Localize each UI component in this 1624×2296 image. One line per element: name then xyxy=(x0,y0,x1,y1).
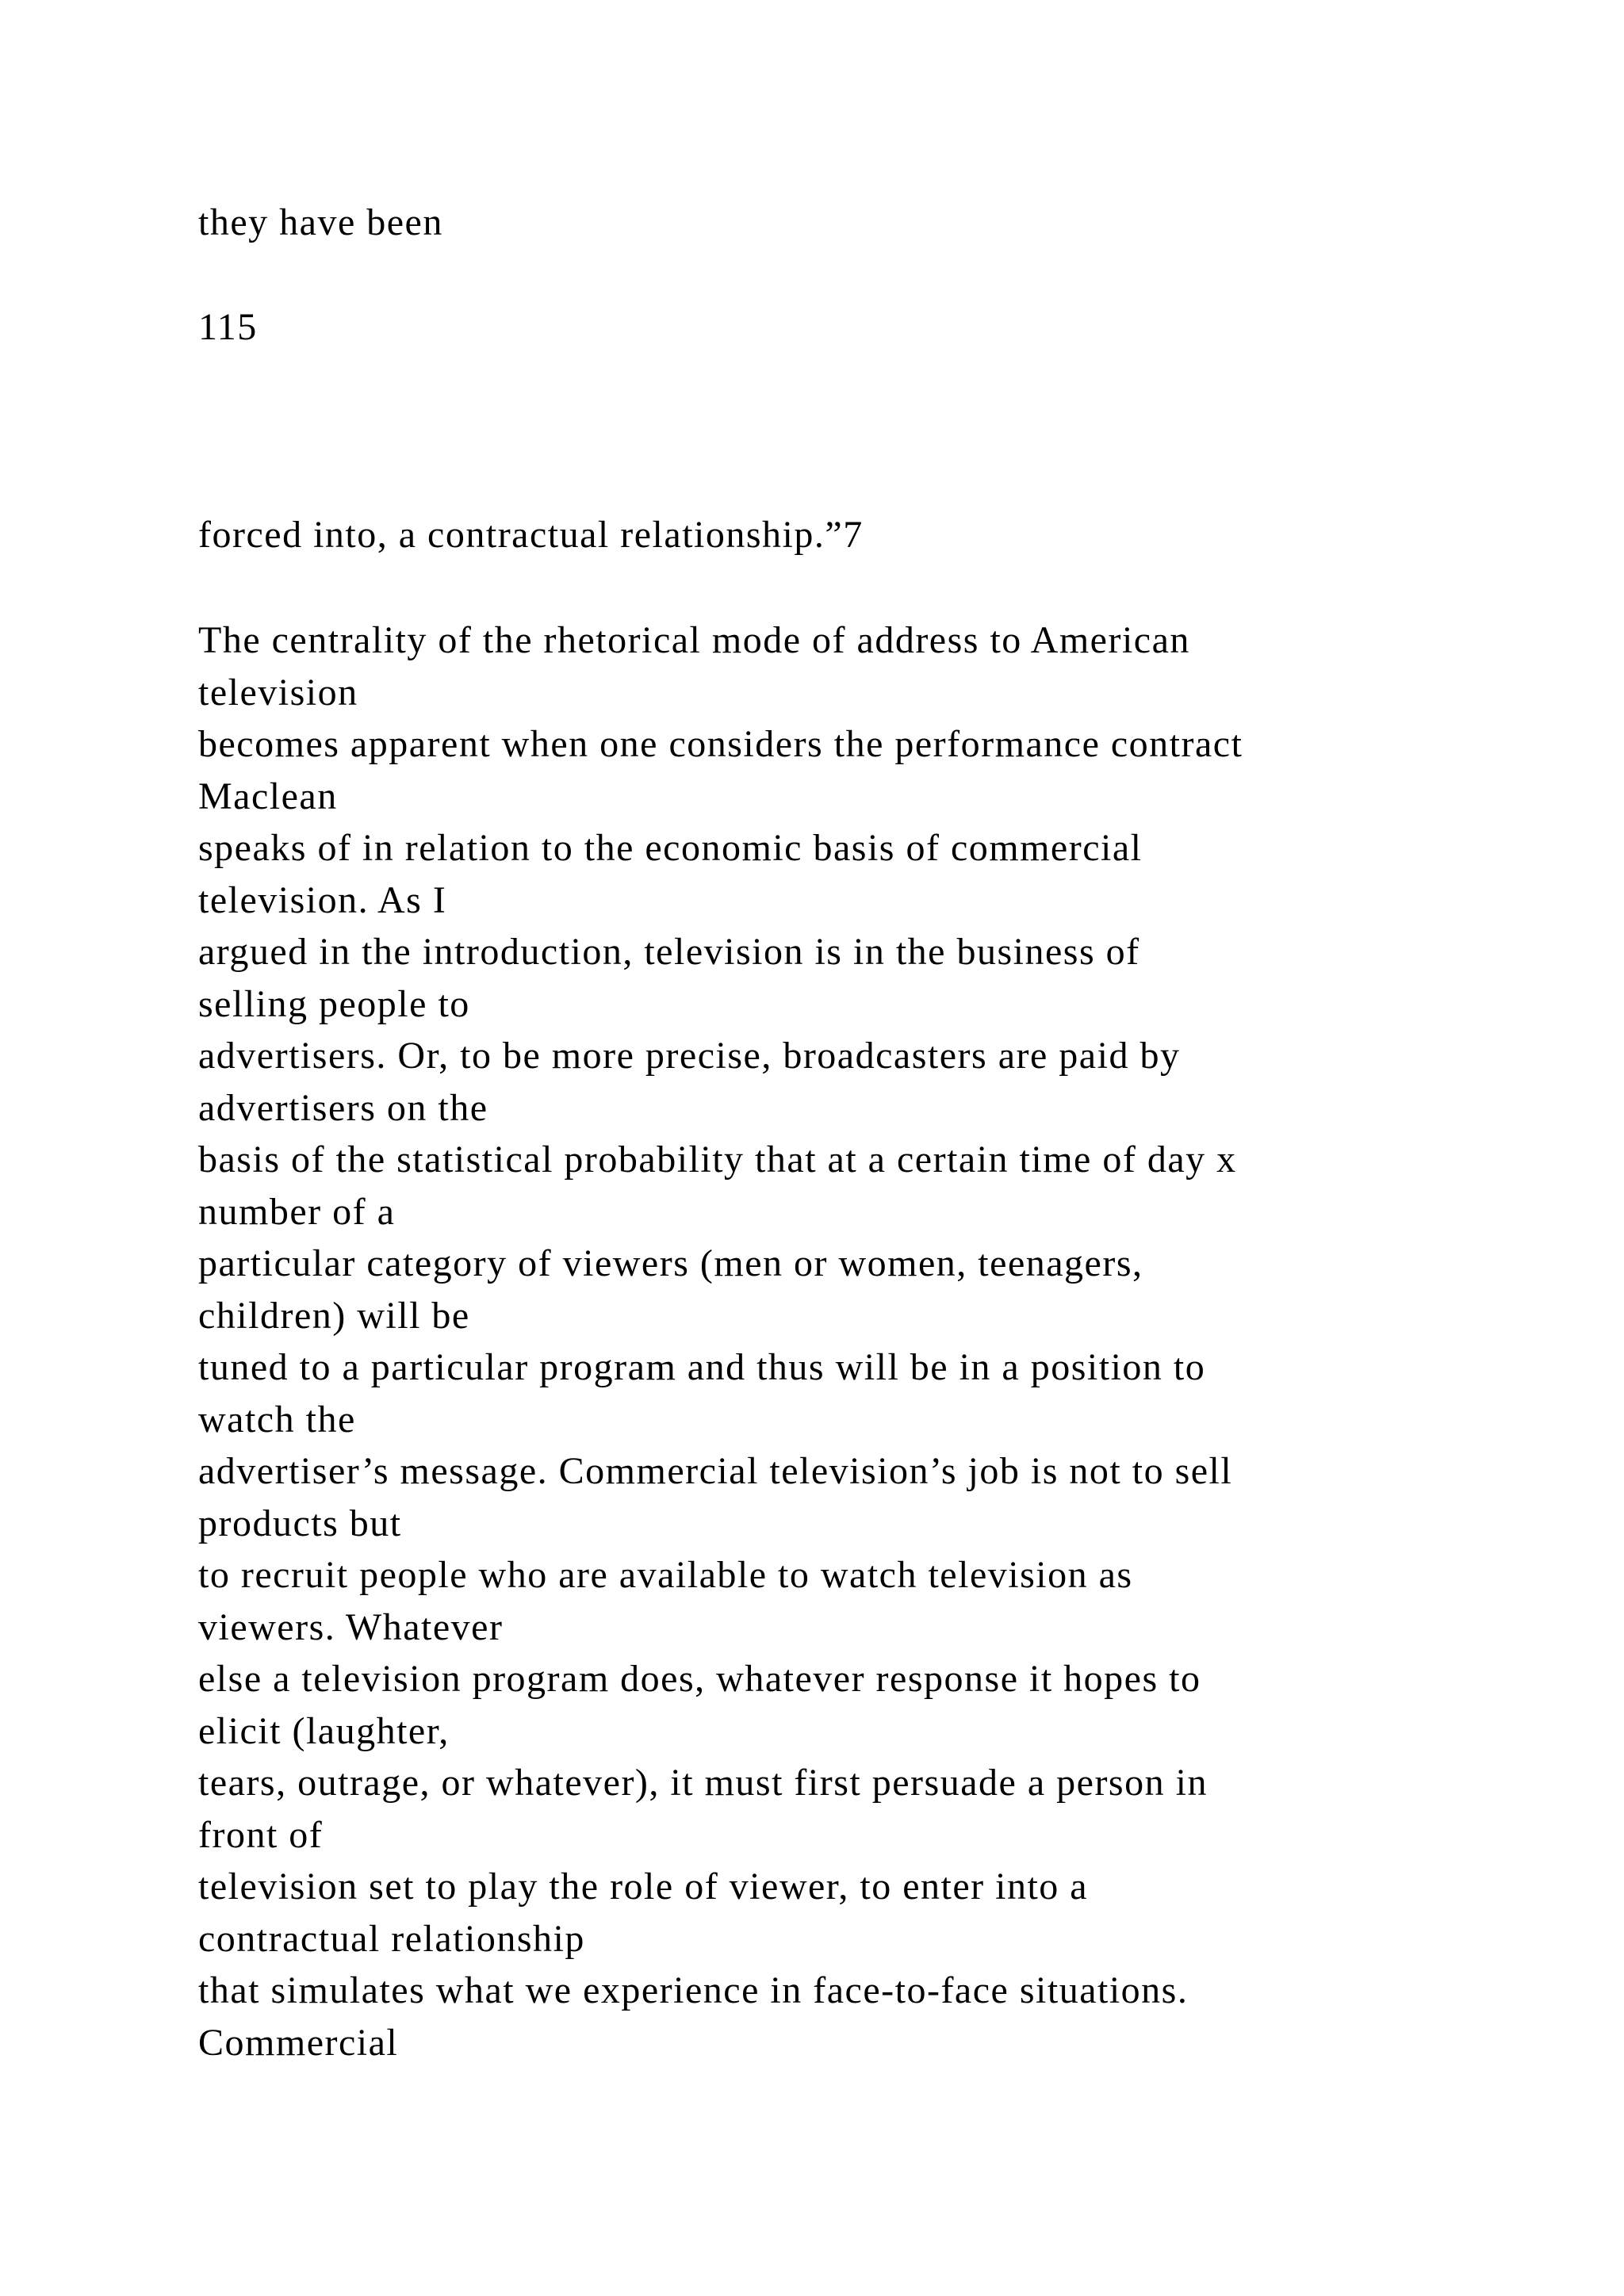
text-line: they have been xyxy=(198,201,443,243)
paragraph-line: children) will be xyxy=(198,1294,470,1337)
body-paragraph xyxy=(198,614,1546,2068)
paragraph-line: particular category of viewers (men or women, teenagers, xyxy=(198,1242,1143,1284)
paragraph-line: selling people to xyxy=(198,982,470,1025)
paragraph-line: advertisers. Or, to be more precise, broadcasters are paid by xyxy=(198,1035,1181,1077)
paragraph-line: front of xyxy=(198,1813,324,1856)
paragraph-line: argued in the introduction, television is in the business of xyxy=(198,931,1140,973)
paragraph-line: to recruit people who are available to watch television as xyxy=(198,1554,1133,1596)
paragraph-line: becomes apparent when one considers the performance contract xyxy=(198,723,1243,765)
paragraph-line: else a television program does, whatever response it hopes to xyxy=(198,1658,1201,1700)
paragraph-line: television set to play the role of viewer, to enter into a xyxy=(198,1866,1089,1908)
paragraph-line: viewers. Whatever xyxy=(198,1605,504,1648)
paragraph-line: tuned to a particular program and thus will be in a position to xyxy=(198,1346,1206,1388)
paragraph-line: advertiser’s message. Commercial television’s job is not to sell xyxy=(198,1450,1233,1492)
paragraph-line: elicit (laughter, xyxy=(198,1709,450,1752)
paragraph-line: tears, outrage, or whatever), it must first persuade a person in xyxy=(198,1762,1208,1804)
text-fragment xyxy=(198,197,1546,249)
paragraph-line: watch the xyxy=(198,1398,356,1441)
paragraph-line: basis of the statistical probability that at a certain time of day x xyxy=(198,1138,1237,1181)
paragraph-line: that simulates what we experience in face-to-face situations. xyxy=(198,1969,1189,2011)
paragraph-line: television xyxy=(198,671,358,714)
paragraph-line: television. As I xyxy=(198,878,447,921)
page-number xyxy=(198,301,1546,354)
paragraph-line: Maclean xyxy=(198,775,338,817)
continuation-line xyxy=(198,509,1546,561)
page-number-text: 115 xyxy=(198,306,258,348)
paragraph-line: number of a xyxy=(198,1190,396,1233)
text-line: forced into, a contractual relationship.”7 xyxy=(198,514,864,556)
paragraph-line: contractual relationship xyxy=(198,1917,585,1960)
paragraph-line: speaks of in relation to the economic basis of commercial xyxy=(198,827,1143,869)
paragraph-line: advertisers on the xyxy=(198,1086,488,1129)
paragraph-line: products but xyxy=(198,1502,402,1544)
paragraph-line: Commercial xyxy=(198,2021,399,2064)
paragraph-line: The centrality of the rhetorical mode of address to American xyxy=(198,619,1190,661)
